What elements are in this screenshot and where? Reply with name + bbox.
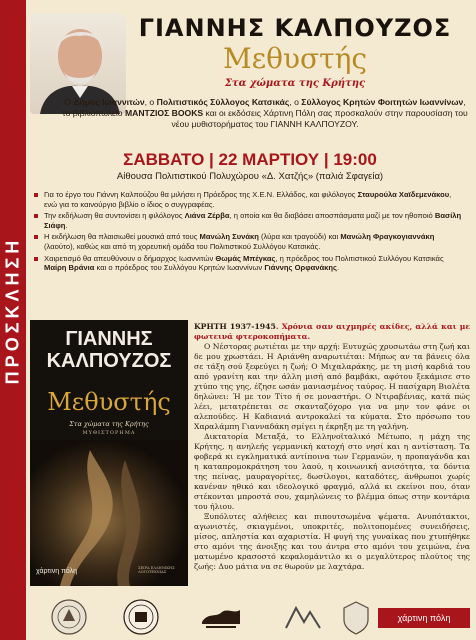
item-text: Την εκδήλωση θα συντονίσει η φιλόλογος	[44, 211, 185, 221]
synopsis-tagline: . Χρόνια σαν αιχμηρές ακίδες, αλλά και με φωτεινά φτεροκοπήματα.	[194, 322, 470, 341]
item-text: .	[65, 220, 68, 230]
publisher-logo: χάρτινη πόλη	[378, 608, 470, 628]
cover-title: Μεθυστής	[47, 388, 171, 416]
cover-series: ΣΕΙΡΑ ΕΛΛΗΝΙΚΗΣ ΛΟΓΟΤΕΧΝΙΑΣ	[138, 566, 175, 575]
intro-text: Ο	[64, 97, 74, 107]
list-item	[32, 254, 464, 273]
list-item	[32, 190, 464, 209]
book-title: Μεθυστής	[222, 42, 368, 75]
book-subtitle: Στα χώματα της Κρήτης	[224, 78, 366, 89]
synopsis-lead	[194, 322, 470, 342]
list-item	[32, 211, 464, 230]
invitation-label: ΠΡΟΣΚΛΗΣΗ	[2, 236, 23, 384]
event-date: ΣΑΒΒΑΤΟ | 22 ΜΑΡΤΙΟΥ | 19:00	[123, 150, 377, 169]
president-name: Μαίρη Βράνια	[44, 263, 95, 273]
intro-paragraph	[60, 97, 470, 130]
synopsis	[194, 322, 470, 572]
item-text: Η εκδήλωση θα πλαισιωθεί μουσικά από τους	[44, 232, 200, 242]
item-text: (λύρα και τραγούδι) και	[258, 232, 341, 242]
item-text: και ο πρόεδρος του Συλλόγου Κρητών Ιωαννίνων	[94, 263, 265, 273]
synopsis-paragraph: Ο Νέστορας ρωτιέται με την αρχή: Ευτυχώς χρυσωτάω στη ζωή και δε μου χρωστάει. Η Αριάνθη αναρωτιέται: Μήπως αν τα βάνεις όλα σε τάξη σού ξεφεύγει η ζωή; Ο Μιχαλαράκης, με τη μισή καρδιά του από γρανίτη και την άλλη μισή από βαμβάκι, αφότου ξεκάμισε στο χτύπο της γης, έζησε ωσάν μανιασμένος ταύρος. Η πασίχαρη Βιολέτα δηλώνει: Ή με τον Τίτο ή σε μοναστήρι. Ο Ντιραβένιας, κατά πώς λέει, μετατρέπεται σε σκανταζόχορο για να μην τον φάνε οι αλεπούδες. Η Καδιανιά αντροκαλεί τα κύματα. Στο πρόσωπο του Χαραλάμπη Γιανναδάκη σμίγει η έκρηξη με τη γαλήνη.	[194, 342, 470, 431]
item-text: , η πρόεδρος του Πολιτιστικού Συλλόγου Κατσικάς	[275, 253, 444, 263]
side-text-wrap	[3, 180, 23, 440]
intro-student-club: Σύλλογος Κρητών Φοιτητών Ιωαννίνων	[301, 97, 464, 107]
item-text: Για το έργο του Γιάννη Καλπούζου θα μιλήσει η Πρόεδρος της Χ.Ε.Ν. Ελλάδος, και φιλόλογος	[44, 190, 358, 199]
synopsis-paragraph: Ξυπόλυτες αλήθειες και πιπουτσωμένα ψέματα. Ανυπότακτοι, αγωνιστές, σκιαγμένοι, υποκριτές, πολιτοπομένες συνειδήσεις, μίσος, απληστία και αχαριστία. Η φυγή της γυναίκας που χτυπήθηκε στο αμόνι της άνοιξης και του άντρα στο αμόνι του χειμώνα, ένα ματωμένο κρασοστό κεφαλομάντιλο κι ο μεγαλύτερος πλούτος της ζωής: Δυο μάτια να σε θωρούν με λαχτάρα.	[194, 512, 470, 571]
item-text: , η οποία και θα διαβάσει αποσπάσματα μαζί με τον ηθοποιό	[229, 211, 435, 221]
item-text: Χαιρετισμό θα απευθύνουν ο δήμαρχος Ιωαννιτών	[44, 253, 216, 263]
cover-subtitle: Στα χώματα της Κρήτης	[69, 420, 149, 428]
intro-bookstore: ΜΑΝΤΖΙΟΣ BOOKS	[124, 108, 204, 118]
intro-municipality: Δήμος Ιωαννιτών	[73, 97, 145, 107]
bookstore-logo-icon	[280, 598, 326, 636]
side-band	[0, 0, 26, 640]
intro-text: , το βιβλιοπωλείο	[62, 97, 466, 118]
cover-genre: ΜΥΘΙΣΤΟΡΗΜΑ	[82, 430, 136, 436]
intro-text: και οι εκδόσεις Χάρτινη Πόλη σας προσκαλούν στην παρουσίαση του νέου μυθιστορήματος του ΓΙΑΝΝΗ ΚΑΛΠΟΥΖΟΥ.	[171, 108, 468, 129]
president-name: Γιάννης Ορφανάκης	[264, 263, 338, 273]
actor-name: Βασίλη Σιάφη	[44, 211, 462, 230]
cover-author	[30, 328, 188, 372]
cover-author-first: ΓΙΑΝΝΗΣ	[65, 328, 153, 350]
student-club-logo-icon	[198, 598, 244, 636]
speaker-name: Σταυρούλα Χαϊδεμενάκου	[357, 190, 450, 199]
event-venue: Αίθουσα Πολιτιστικού Πολυχώρου «Δ. Χατζής» (παλιά Σφαγεία)	[116, 171, 384, 182]
program-list	[32, 190, 464, 275]
mayor-name: Θωμάς Μπέγκας	[215, 253, 276, 263]
sponsor-logos	[30, 598, 470, 636]
list-item	[32, 232, 464, 251]
item-text: (λαούτο), καθώς και από τη χορευτική ομάδα του Πολιτιστικού Συλλόγου Κατσικάς.	[44, 241, 321, 251]
item-text: .	[337, 263, 340, 273]
item-text: , ενώ για το καινούργιο βιβλίο ο ίδιος ο συγγραφέας.	[44, 190, 452, 209]
author-name: ΓΙΑΝΝΗΣ ΚΑΛΠΟΥΖΟΣ	[138, 14, 452, 42]
cover-author-last: ΚΑΛΠΟΥΖΟΣ	[46, 350, 172, 372]
intro-text: , ο	[289, 97, 302, 107]
musician-name: Μανώλη Φραγκογιαννάκη	[340, 232, 435, 242]
cover-publisher: χάρτινη πόλη	[36, 568, 78, 575]
musician-name: Μανώλη Συνάκη	[199, 232, 259, 242]
coordinator-name: Λιάνα Ζέρβα	[184, 211, 230, 221]
cultural-club-logo-icon	[122, 598, 160, 636]
municipality-logo-icon	[50, 598, 88, 636]
synopsis-period: ΚΡΗΤΗ 1937-1945	[194, 322, 276, 331]
intro-text: , ο	[144, 97, 157, 107]
emblem-logo-icon	[340, 598, 372, 636]
book-cover	[30, 320, 188, 586]
synopsis-paragraph: Δικτατορία Μεταξά, το Ελληνοϊταλικό Μέτωπο, η μάχη της Κρήτης, η ανηλεής γερμανική κατοχή στο νησί και η αντίσταση. Τα φοβερά κι εγκληματικά αντίποινα των Γερμανών, η προπαγάνδα και η καταπρομοκράτηση του λαού, η κοινωνική ανισότητα, τα δόντια της πείνας, μαυραγορίτες, δωσίλογοι, καταδότες, άνθρωποι χωρίς κανέναν ηθικό και ιδεολογικό φραγμό, αλλά κι εκείνοι που, όταν στέκονται μπροστά σου, χαμηλώνεις το βλέμμα όπως στην κοντάρια του ήλιου.	[194, 432, 470, 511]
intro-cultural-club: Πολιτιστικός Σύλλογος Κατσικάς	[156, 97, 290, 107]
